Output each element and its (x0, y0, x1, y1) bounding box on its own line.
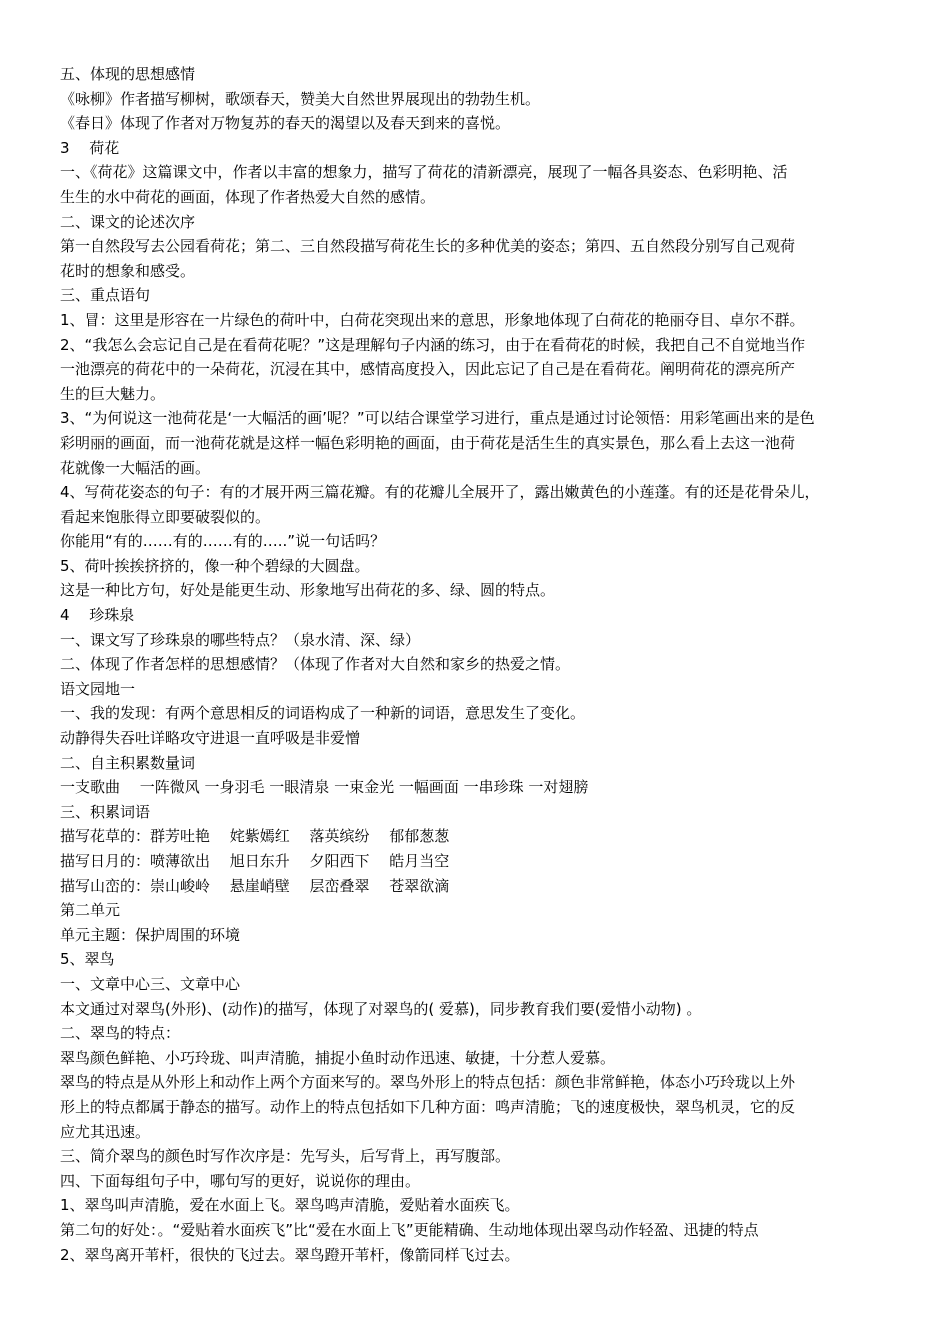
text-line: 生的巨大魅力。 (60, 384, 166, 403)
text-line: 描写日月的：喷薄欲出 旭日东升 夕阳西下 皓月当空 (60, 852, 450, 870)
document-page (60, 62, 910, 1267)
text-line: 二、翠鸟的特点： (60, 1024, 181, 1043)
text-line: 一、我的发现：有两个意思相反的词语构成了一种新的词语，意思发生了变化。 (60, 704, 586, 723)
text-line: 2、翠鸟离开苇杆，很快的飞过去。翠鸟蹬开苇杆，像箭同样飞过去。 (60, 1245, 520, 1264)
text-line: 二、自主积累数量词 (60, 753, 196, 772)
text-line: 5、荷叶挨挨挤挤的，像一种个碧绿的大圆盘。 (60, 556, 370, 575)
text-line: 形上的特点都属于静态的描写。动作上的特点包括如下几种方面：鸣声清脆；飞的速度极快，翠鸟机灵，它的反 (60, 1097, 796, 1116)
text-line: 动静得失吞吐详略攻守进退一直呼吸是非爱憎 (60, 729, 361, 748)
text-line: 一支歌曲 一阵微风 一身羽毛 一眼清泉 一束金光 一幅画面 一串珍珠 一对翅膀 (60, 778, 589, 797)
text-line: 彩明丽的画面，而一池荷花就是这样一幅色彩明艳的画面，由于荷花是活生生的真实景色，那么看上去这一池荷 (60, 433, 796, 452)
text-line: 二、体现了作者怎样的思想感情？（体现了作者对大自然和家乡的热爱之情。 (60, 655, 571, 674)
text-line: 《春日》体现了作者对万物复苏的春天的渴望以及春天到来的喜悦。 (60, 114, 511, 133)
text-line: 一、课文写了珍珠泉的哪些特点？（泉水清、深、绿） (60, 630, 421, 649)
text-line: 三、简介翠鸟的颜色时写作次序是：先写头，后写背上，再写腹部。 (60, 1147, 511, 1166)
text-line: 3 荷花 (60, 138, 120, 157)
text-line: 一池漂亮的荷花中的一朵荷花，沉浸在其中，感情高度投入，因此忘记了自己是在看荷花。阐明荷花的漂亮所产 (60, 360, 796, 379)
text-line: 1、翠鸟叫声清脆，爱在水面上飞。翠鸟鸣声清脆，爱贴着水面疾飞。 (60, 1196, 520, 1215)
text-line: 描写山峦的：崇山峻岭 悬崖峭壁 层峦叠翠 苍翠欲滴 (60, 876, 450, 895)
text-line: 单元主题：保护周围的环境 (60, 925, 241, 944)
text-line: 3、“为何说这一池荷花是‘一大幅活的画’呢？”可以结合课堂学习进行，重点是通过讨论领悟：用彩笔画出来的是色 (60, 409, 815, 428)
text-line: 语文园地一 (60, 679, 136, 698)
text-line: 第二单元 (60, 901, 121, 920)
text-line: 应尤其迅速。 (60, 1122, 151, 1141)
text-line: 生生的水中荷花的画面，体现了作者热爱大自然的感情。 (60, 187, 436, 206)
text-line: 这是一种比方句，好处是能更生动、形象地写出荷花的多、绿、圆的特点。 (60, 581, 556, 600)
text-line: 翠鸟颜色鲜艳、小巧玲珑、叫声清脆，捕捉小鱼时动作迅速、敏捷，十分惹人爱慕。 (60, 1048, 616, 1067)
text-line: 花就像一大幅活的画。 (60, 458, 211, 477)
text-line: 《咏柳》作者描写柳树，歌颂春天，赞美大自然世界展现出的勃勃生机。 (60, 89, 541, 108)
text-line: 描写花草的：群芳吐艳 姹紫嫣红 落英缤纷 郁郁葱葱 (60, 827, 450, 846)
text-line: 三、重点语句 (60, 286, 151, 305)
text-line: 翠鸟的特点是从外形上和动作上两个方面来写的。翠鸟外形上的特点包括：颜色非常鲜艳，体态小巧玲珑以上外 (60, 1073, 796, 1092)
text-line: 4、写荷花姿态的句子：有的才展开两三篇花瓣。有的花瓣儿全展开了，露出嫩黄色的小莲蓬。有的还是花骨朵儿， (60, 483, 820, 502)
text-line: 一、《荷花》这篇课文中，作者以丰富的想象力，描写了荷花的清新漂亮，展现了一幅各具姿态、色彩明艳、活 (60, 163, 788, 182)
text-line: 四、下面每组句子中，哪句写的更好，说说你的理由。 (60, 1171, 421, 1190)
text-line: 1、冒：这里是形容在一片绿色的荷叶中，白荷花突现出来的意思，形象地体现了白荷花的艳丽夺目、卓尔不群。 (60, 310, 805, 329)
text-line: 本文通过对翠鸟(外形)、(动作)的描写，体现了对翠鸟的( 爱慕)，同步教育我们要(爱惜小动物) 。 (60, 999, 702, 1018)
text-line: 三、积累词语 (60, 802, 151, 821)
text-line: 你能用“有的……有的……有的…..”说一句话吗？ (60, 532, 386, 551)
text-line: 一、文章中心三、文章中心 (60, 974, 241, 993)
text-line: 4 珍珠泉 (60, 606, 135, 625)
text-line: 第二句的好处：。“爱贴着水面疾飞”比“爱在水面上飞”更能精确、生动地体现出翠鸟动作轻盈、迅捷的特点 (60, 1220, 759, 1239)
text-line: 看起来饱胀得立即要破裂似的。 (60, 507, 271, 526)
text-line: 花时的想象和感受。 (60, 261, 196, 280)
text-line: 5、翠鸟 (60, 950, 115, 969)
text-line: 二、课文的论述次序 (60, 212, 196, 231)
text-line: 五、体现的思想感情 (60, 65, 196, 83)
text-line: 2、“我怎么会忘记自己是在看荷花呢？”这是理解句子内涵的练习，由于在看荷花的时候，我把自己不自觉地当作 (60, 335, 806, 354)
text-line: 第一自然段写去公园看荷花；第二、三自然段描写荷花生长的多种优美的姿态；第四、五自然段分别写自己观荷 (60, 237, 796, 256)
